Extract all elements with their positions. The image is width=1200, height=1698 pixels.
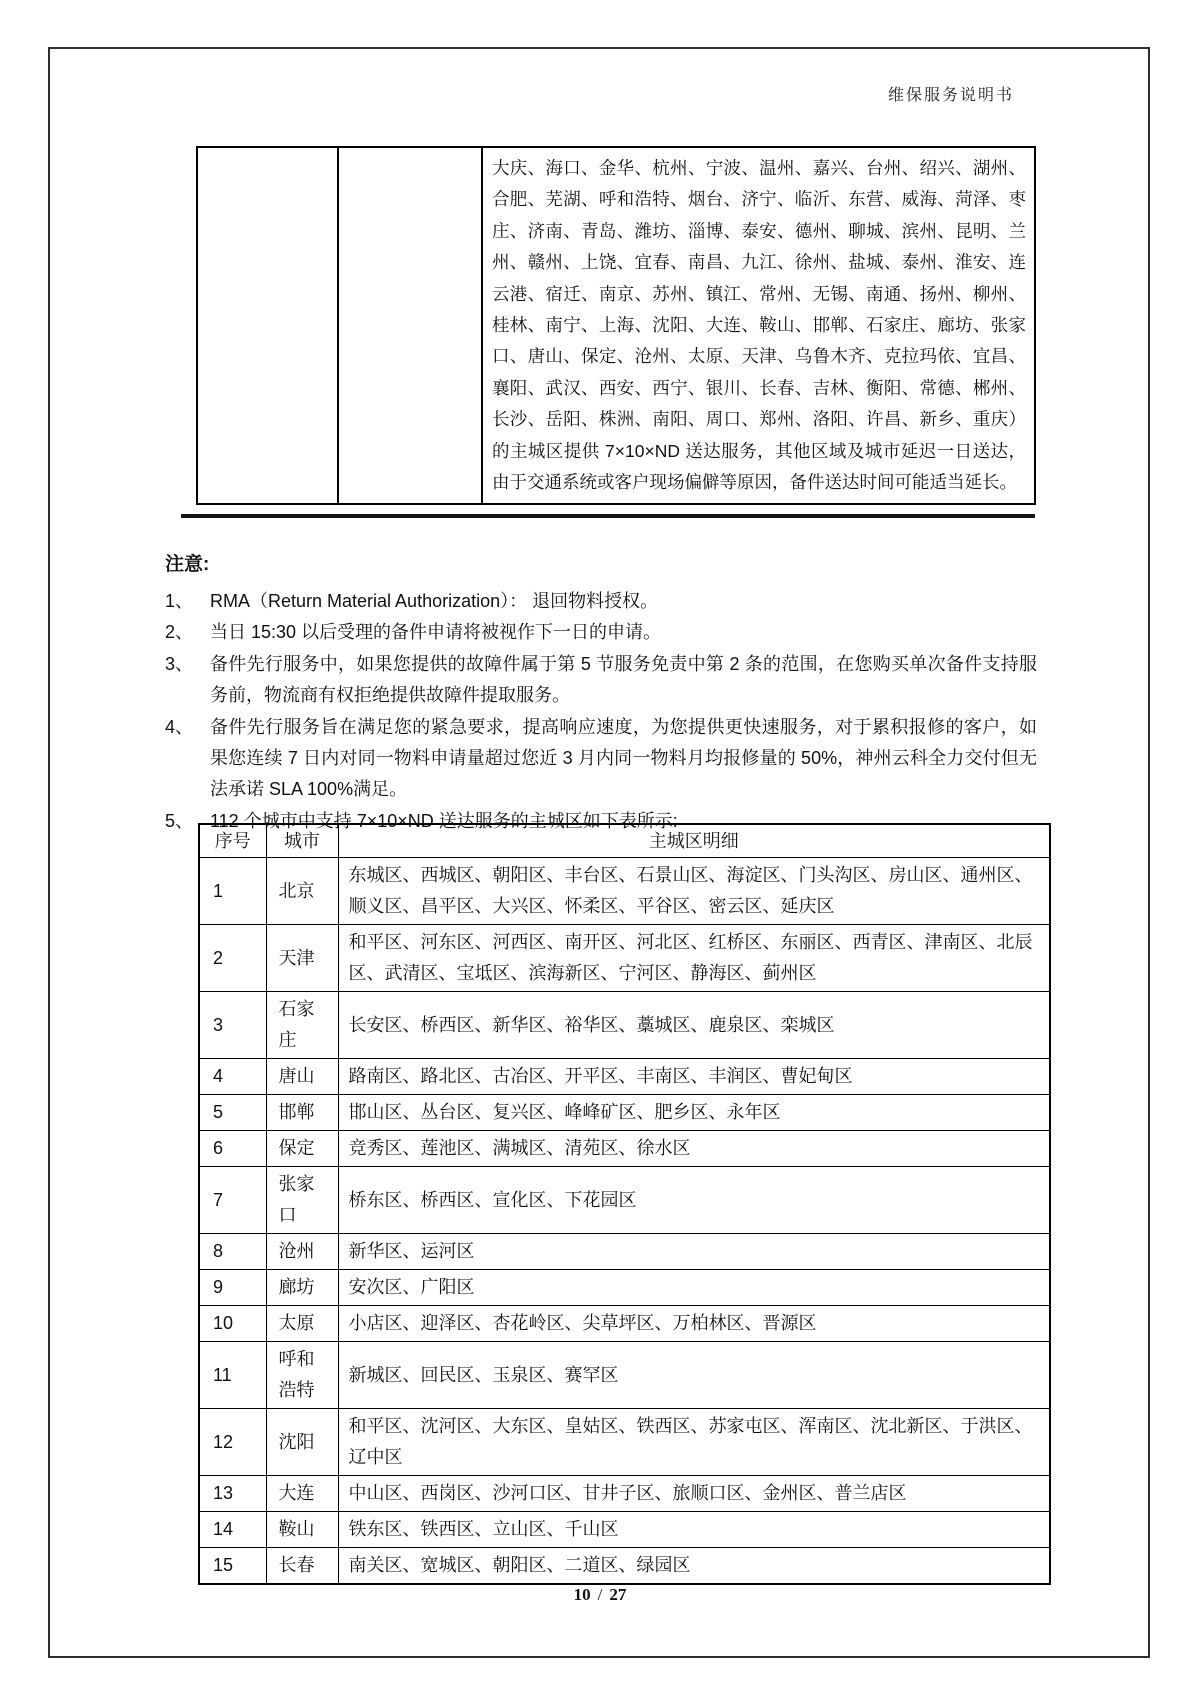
table-row [199, 1306, 1050, 1342]
city-cell: 沧州 [266, 1234, 338, 1270]
notes-list [165, 586, 1037, 837]
city-cell: 大连 [266, 1476, 338, 1512]
districts-cell: 小店区、迎泽区、杏花岭区、尖草坪区、万柏林区、晋源区 [338, 1306, 1050, 1342]
notes-section [165, 549, 1037, 837]
row-number-cell: 13 [199, 1476, 266, 1512]
districts-cell: 铁东区、铁西区、立山区、千山区 [338, 1512, 1050, 1548]
row-number-cell: 9 [199, 1270, 266, 1306]
districts-cell: 安次区、广阳区 [338, 1270, 1050, 1306]
districts-cell: 和平区、河东区、河西区、南开区、河北区、红桥区、东丽区、西青区、津南区、北辰区、武清区、宝坻区、滨海新区、宁河区、静海区、蓟州区 [338, 925, 1050, 992]
city-cell: 鞍山 [266, 1512, 338, 1548]
table-row [199, 1270, 1050, 1306]
row-number-cell: 3 [199, 992, 266, 1059]
note-item [165, 586, 1037, 617]
city-cell: 北京 [266, 858, 338, 925]
row-number-cell: 1 [199, 858, 266, 925]
districts-cell: 长安区、桥西区、新华区、裕华区、藁城区、鹿泉区、栾城区 [338, 992, 1050, 1059]
table-row [199, 1167, 1050, 1234]
note-text: 当日 15:30 以后受理的备件申请将被视作下一日的申请。 [210, 622, 662, 643]
empty-cell-middle [338, 147, 482, 504]
row-number-cell: 14 [199, 1512, 266, 1548]
city-cell: 石家庄 [266, 992, 338, 1059]
header-districts: 主城区明细 [338, 824, 1050, 858]
districts-cell: 桥东区、桥西区、宣化区、下花园区 [338, 1167, 1050, 1234]
city-cell: 保定 [266, 1131, 338, 1167]
table-row [199, 1131, 1050, 1167]
note-number: 3、 [165, 653, 194, 674]
districts-cell: 南关区、宽城区、朝阳区、二道区、绿园区 [338, 1548, 1050, 1585]
row-number-cell: 8 [199, 1234, 266, 1270]
note-text: RMA（Return Material Authorization）： 退回物料授权。 [210, 591, 659, 611]
districts-cell: 东城区、西城区、朝阳区、丰台区、石景山区、海淀区、门头沟区、房山区、通州区、顺义区、昌平区、大兴区、怀柔区、平谷区、密云区、延庆区 [338, 858, 1050, 925]
header-title: 维保服务说明书 [887, 87, 1014, 104]
city-cell: 唐山 [266, 1059, 338, 1095]
notes-title: 注意: [165, 554, 210, 575]
spare-delivery-table [196, 146, 1036, 505]
districts-cell: 和平区、沈河区、大东区、皇姑区、铁西区、苏家屯区、浑南区、沈北新区、于洪区、辽中区 [338, 1409, 1050, 1476]
city-table-body [199, 858, 1050, 1585]
footer-total-pages: 27 [609, 1585, 627, 1604]
row-number-cell: 5 [199, 1095, 266, 1131]
districts-cell: 路南区、路北区、古冶区、开平区、丰南区、丰润区、曹妃甸区 [338, 1059, 1050, 1095]
city-cell: 张家口 [266, 1167, 338, 1234]
footer-separator: / [597, 1585, 603, 1604]
note-text: 备件先行服务旨在满足您的紧急要求，提高响应速度，为您提供更快速服务，对于累积报修的客户，如果您连续 7 日内对同一物料申请量超过您近 3 月内同一物料月均报修量的 50%，神州云科全力交付但无法承诺 SLA 100%满足。 [210, 716, 1037, 800]
city-cell: 太原 [266, 1306, 338, 1342]
table-row [199, 1512, 1050, 1548]
note-number: 2、 [165, 622, 194, 643]
row-number-cell: 15 [199, 1548, 266, 1585]
table-row [199, 925, 1050, 992]
table-row [199, 1342, 1050, 1409]
note-number: 5、 [165, 810, 194, 831]
row-number-cell: 10 [199, 1306, 266, 1342]
city-cell: 天津 [266, 925, 338, 992]
districts-cell: 新城区、回民区、玉泉区、赛罕区 [338, 1342, 1050, 1409]
row-number-cell: 2 [199, 925, 266, 992]
note-item [165, 712, 1037, 806]
city-cell: 邯郸 [266, 1095, 338, 1131]
table-row [199, 1059, 1050, 1095]
page-footer [0, 1585, 1200, 1605]
districts-cell: 新华区、运河区 [338, 1234, 1050, 1270]
city-cell: 长春 [266, 1548, 338, 1585]
delivery-cities-paragraph: 大庆、海口、金华、杭州、宁波、温州、嘉兴、台州、绍兴、湖州、合肥、芜湖、呼和浩特、烟台、济宁、临沂、东营、威海、菏泽、枣庄、济南、青岛、潍坊、淄博、泰安、德州、聊城、滨州、昆明、兰州、赣州、上饶、宜春、南昌、九江、徐州、盐城、泰州、淮安、连云港、宿迁、南京、苏州、镇江、常州、无锡、南通、扬州、柳州、桂林、南宁、上海、沈阳、大连、鞍山、邯郸、石家庄、廊坊、张家口、唐山、保定、沧州、太原、天津、乌鲁木齐、克拉玛依、宜昌、襄阳、武汉、西安、西宁、银川、长春、吉林、衡阳、常德、郴州、长沙、岳阳、株洲、南阳、周口、郑州、洛阳、许昌、新乡、重庆）的主城区提供 7×10×ND 送达服务，其他区域及城市延迟一日送达，由于交通系统或客户现场偏僻等原因，备件送达时间可能适当延长。 [482, 147, 1035, 504]
districts-cell: 邯山区、丛台区、复兴区、峰峰矿区、肥乡区、永年区 [338, 1095, 1050, 1131]
districts-cell: 中山区、西岗区、沙河口区、甘井子区、旅顺口区、金州区、普兰店区 [338, 1476, 1050, 1512]
districts-cell: 竞秀区、莲池区、满城区、清苑区、徐水区 [338, 1131, 1050, 1167]
row-number-cell: 6 [199, 1131, 266, 1167]
empty-cell-left [197, 147, 338, 504]
note-number: 4、 [165, 716, 194, 737]
city-districts-table [198, 823, 1051, 1585]
row-number-cell: 7 [199, 1167, 266, 1234]
table-row [199, 1476, 1050, 1512]
table-row [199, 1548, 1050, 1585]
footer-page-number: 10 [573, 1585, 591, 1604]
table-row [199, 1095, 1050, 1131]
note-text: 112 个城市中支持 7×10×ND 送达服务的主城区如下表所示: [210, 810, 678, 831]
row-number-cell: 12 [199, 1409, 266, 1476]
table-row [197, 147, 1035, 504]
section-divider [181, 514, 1035, 518]
city-cell: 沈阳 [266, 1409, 338, 1476]
table-row [199, 858, 1050, 925]
city-cell: 廊坊 [266, 1270, 338, 1306]
note-item [165, 649, 1037, 712]
row-number-cell: 11 [199, 1342, 266, 1409]
city-cell: 呼和浩特 [266, 1342, 338, 1409]
table-row [199, 1409, 1050, 1476]
note-item [165, 617, 1037, 648]
note-text: 备件先行服务中，如果您提供的故障件属于第 5 节服务免责中第 2 条的范围，在您购买单次备件支持服务前，物流商有权拒绝提供故障件提取服务。 [210, 653, 1037, 706]
header-no: 序号 [199, 824, 266, 858]
table-row [199, 992, 1050, 1059]
table-row [199, 1234, 1050, 1270]
table-header-row [199, 824, 1050, 858]
note-number: 1、 [165, 591, 194, 611]
row-number-cell: 4 [199, 1059, 266, 1095]
header-city: 城市 [266, 824, 338, 858]
